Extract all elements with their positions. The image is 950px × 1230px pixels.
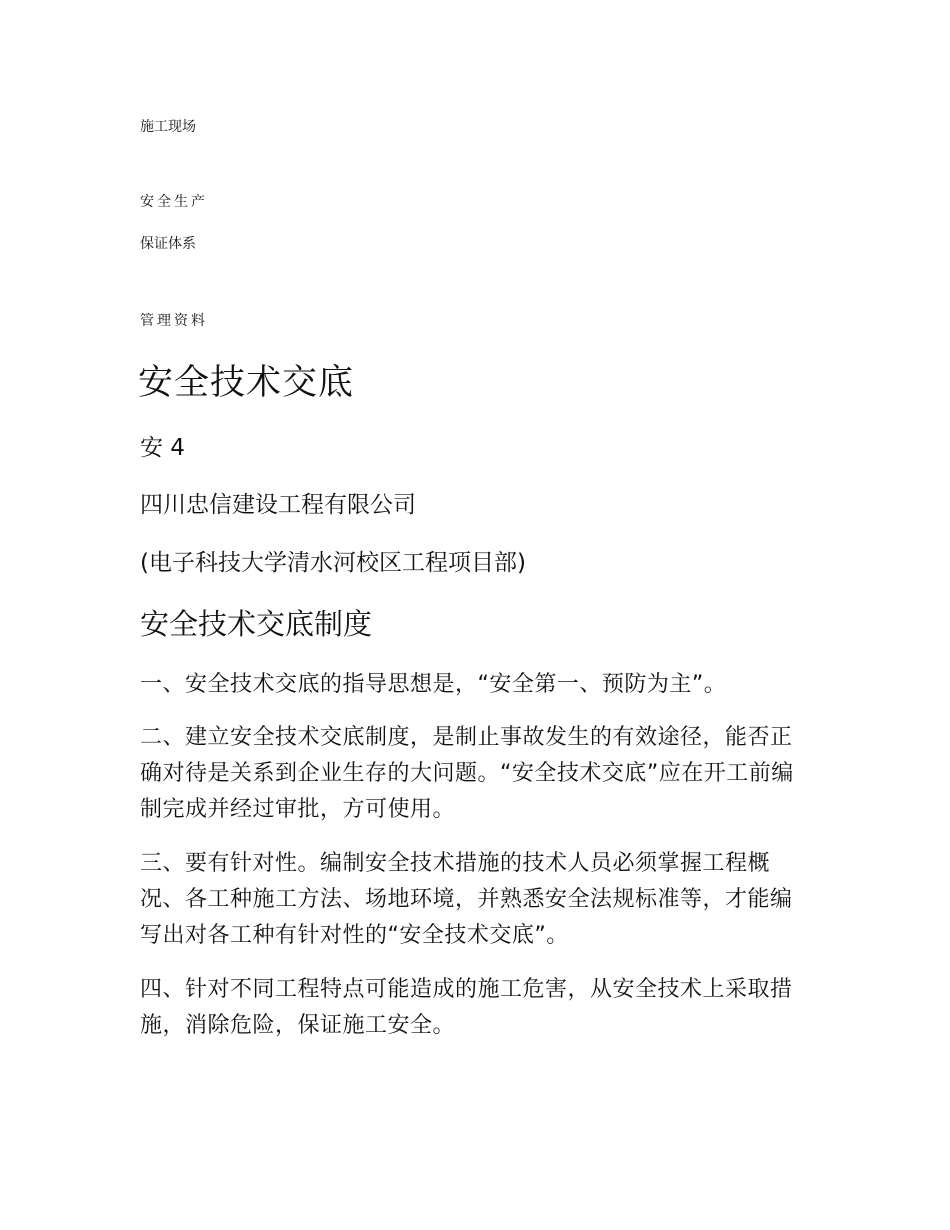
document-code: 安 4	[140, 435, 185, 461]
paragraph-1: 一、安全技术交底的指导思想是，“安全第一、预防为主”。	[140, 672, 727, 697]
paragraph-4: 四、针对不同工程特点可能造成的施工危害，从安全技术上采取措施，消除危险，保证施工安全。	[140, 977, 793, 1038]
paragraph-2: 二、建立安全技术交底制度，是制止事故发生的有效途径，能否正确对待是关系到企业生存的大问题。“安全技术交底”应在开工前编制完成并经过审批，方可使用。	[140, 725, 794, 822]
section-title: 安全技术交底制度	[140, 607, 373, 641]
cover-line-management-docs: 管理资料	[140, 313, 208, 329]
cover-line-safety-production: 安全生产	[140, 194, 208, 210]
company-name: 四川忠信建设工程有限公司	[140, 492, 416, 518]
document-title: 安全技术交底	[138, 363, 355, 403]
cover-line-site: 施工现场	[140, 119, 196, 135]
cover-line-guarantee-system: 保证体系	[140, 236, 196, 252]
project-name: (电子科技大学清水河校区工程项目部)	[140, 550, 526, 576]
paragraph-3: 三、要有针对性。编制安全技术措施的技术人员必须掌握工程概况、各工种施工方法、场地环境，并熟悉安全法规标准等，才能编写出对各工种有针对性的“安全技术交底”。	[140, 851, 793, 948]
